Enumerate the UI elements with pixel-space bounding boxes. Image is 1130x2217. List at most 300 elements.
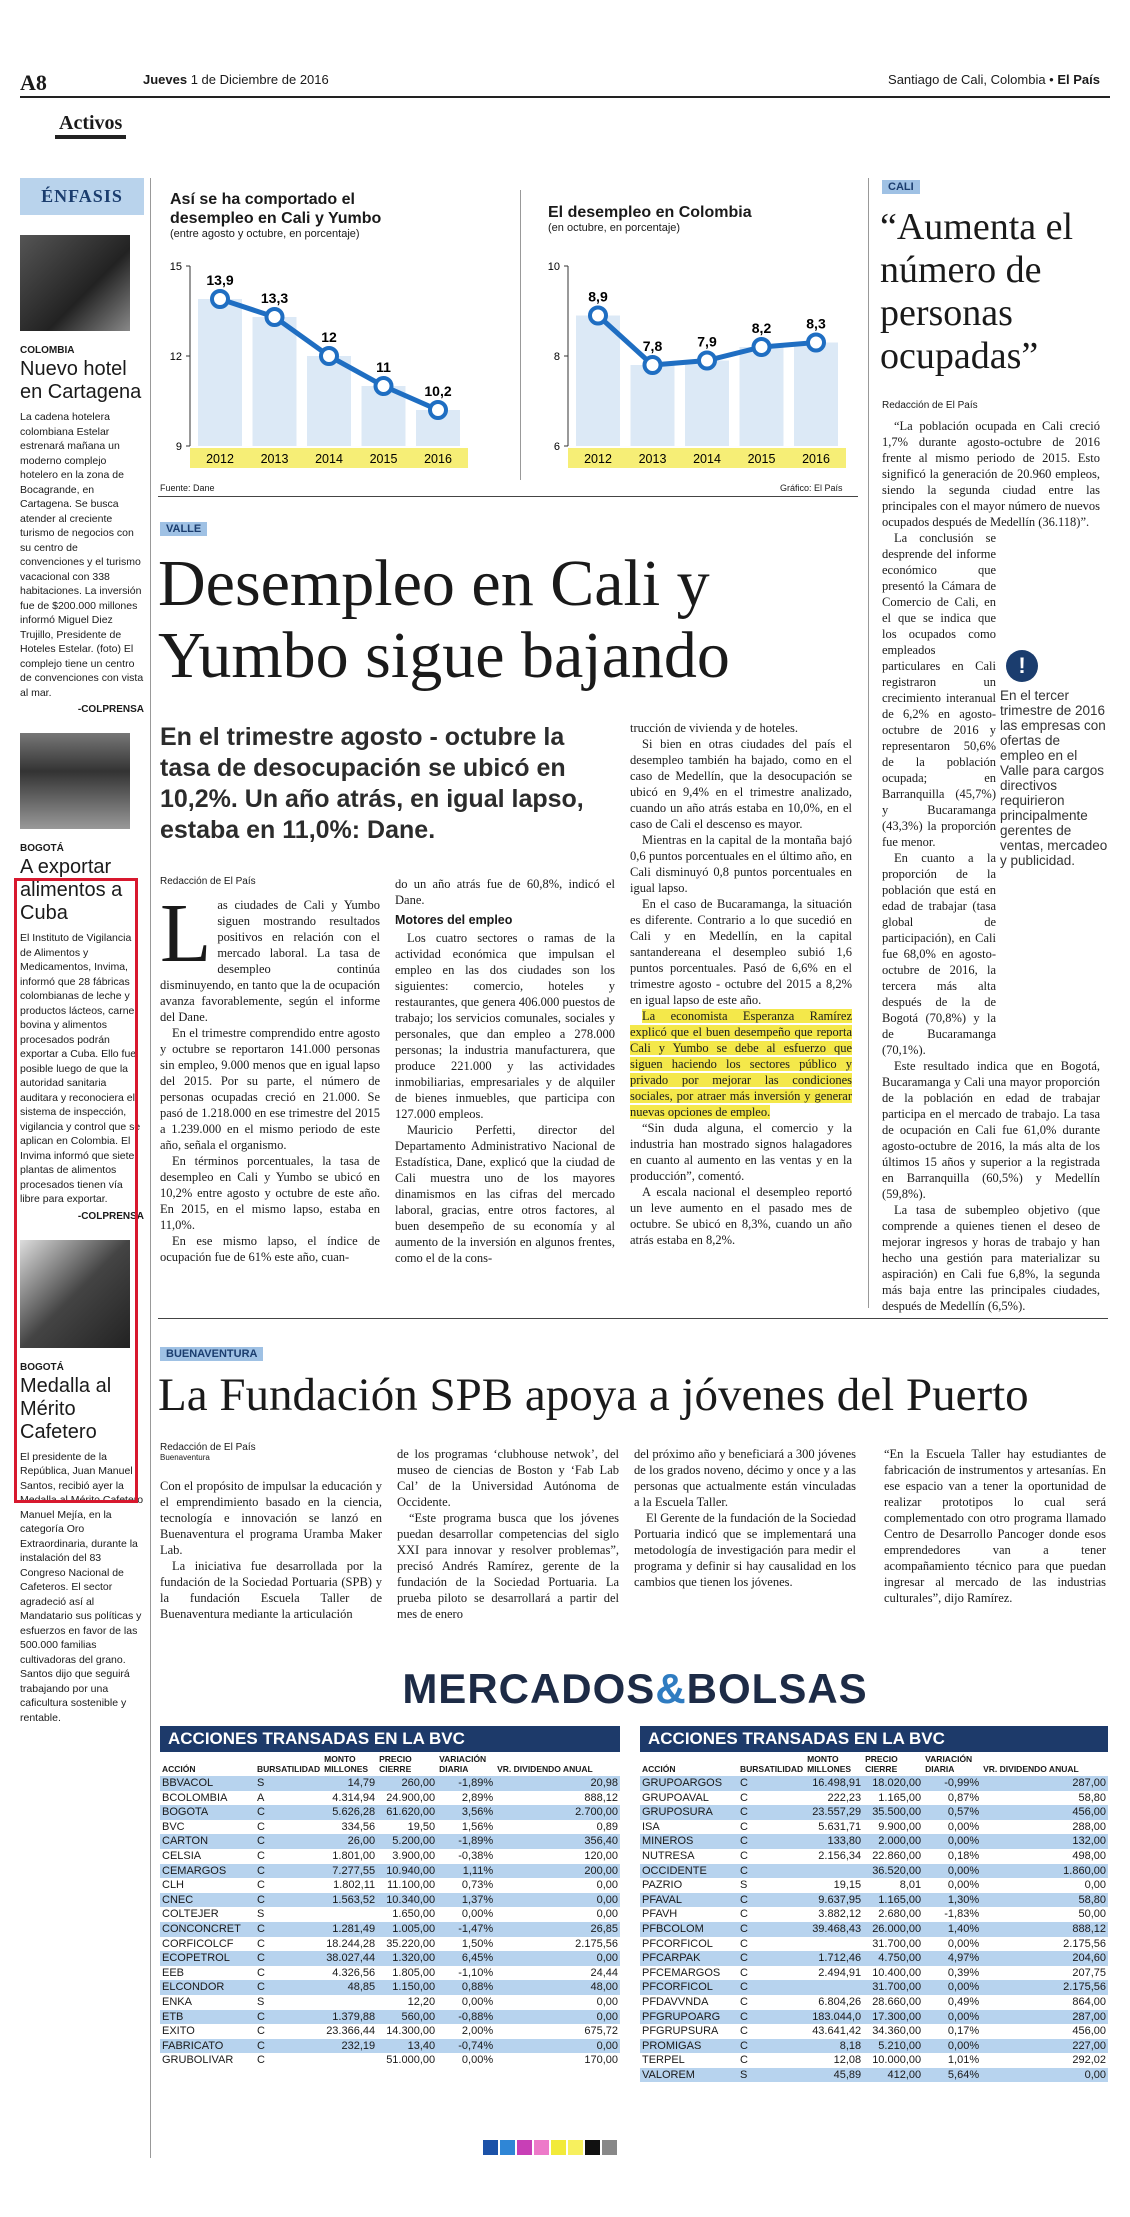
table-row bbox=[640, 1907, 1108, 1922]
markets-title-amp: & bbox=[655, 1665, 687, 1712]
table-cell: -1,89% bbox=[437, 1776, 495, 1791]
table-cell: 18.244,28 bbox=[326, 1937, 376, 1950]
table-cell: 11.100,00 bbox=[387, 1879, 436, 1892]
dropcap: L bbox=[160, 887, 212, 980]
hotel-photo bbox=[20, 235, 130, 331]
table-cell: CNEC bbox=[160, 1893, 255, 1908]
table-cell: 2.494,91 bbox=[818, 1966, 862, 1979]
story2-column-2 bbox=[397, 1446, 619, 1622]
table-row bbox=[640, 2053, 1108, 2068]
table-cell: PFCORFICOL bbox=[640, 1980, 738, 1995]
table-cell: CELSIA bbox=[162, 1849, 202, 1862]
chart-bar-bg bbox=[307, 356, 351, 446]
story2-byline bbox=[160, 1442, 256, 1462]
table-cell: C bbox=[738, 1776, 805, 1791]
table-cell: -1,89% bbox=[437, 1834, 495, 1849]
col-header: ACCIÓN bbox=[642, 1764, 676, 1774]
table-cell: 10.000,00 bbox=[872, 2054, 922, 2067]
table-cell: 0,00 bbox=[596, 1908, 618, 1921]
table-cell: 5,64% bbox=[923, 2068, 981, 2083]
table-cell: 5.200,00 bbox=[377, 1834, 437, 1849]
table-cell: 0,00% bbox=[923, 1834, 981, 1849]
story2-paragraph: El Gerente de la fundación de la Sociedad Portuaria indicó que se implementará una metodología de investigación para medir el programa y definir si hay causalidad en los cambios que tienen los jóvenes. bbox=[634, 1511, 856, 1589]
table-cell: 20,98 bbox=[495, 1776, 620, 1791]
table-cell: PFAVH bbox=[642, 1908, 678, 1921]
x-tick-label: 2012 bbox=[584, 452, 612, 466]
table-cell: ETB bbox=[160, 2010, 255, 2025]
table-row bbox=[160, 1834, 620, 1849]
chart-colombia bbox=[548, 203, 868, 483]
table-row bbox=[160, 1776, 620, 1791]
y-tick-label: 6 bbox=[553, 441, 560, 453]
color-swatch bbox=[602, 2140, 617, 2155]
bvc-table-title: ACCIONES TRANSADAS EN LA BVC bbox=[160, 1726, 620, 1752]
table-cell: -1,10% bbox=[458, 1966, 494, 1979]
table-cell bbox=[322, 1907, 377, 1922]
table-cell: 1,37% bbox=[437, 1893, 495, 1908]
table-cell: 2.680,00 bbox=[878, 1908, 922, 1921]
table-cell: 204,60 bbox=[981, 1951, 1108, 1966]
table-cell: 7.277,55 bbox=[322, 1864, 377, 1879]
data-point bbox=[376, 378, 392, 394]
table-cell: 1.150,00 bbox=[377, 1980, 437, 1995]
table-row bbox=[160, 1951, 620, 1966]
table-cell: 412,00 bbox=[863, 2068, 923, 2083]
data-point bbox=[699, 353, 715, 369]
color-swatch bbox=[568, 2140, 583, 2155]
table-cell: OCCIDENTE bbox=[640, 1864, 738, 1879]
table-row bbox=[160, 1937, 620, 1952]
chart-cali-yumbo bbox=[170, 190, 490, 480]
story-paragraph: En ese mismo lapso, el índice de ocupación fue de 61% este año, cuan- bbox=[160, 1234, 380, 1264]
table-cell: 50,00 bbox=[1078, 1908, 1106, 1921]
table-row bbox=[640, 1951, 1108, 1966]
x-tick-label: 2012 bbox=[206, 452, 234, 466]
table-cell: 2,89% bbox=[461, 1791, 494, 1804]
table-cell: 48,85 bbox=[322, 1980, 377, 1995]
table-cell: C bbox=[257, 1966, 265, 1979]
table-cell: 1.650,00 bbox=[392, 1908, 436, 1921]
table-cell: 26,00 bbox=[322, 1834, 377, 1849]
alert-box bbox=[1000, 650, 1108, 868]
col-header: PRECIO CIERRE bbox=[379, 1754, 412, 1774]
table-cell: FABRICATO bbox=[160, 2039, 255, 2054]
table-row bbox=[640, 1864, 1108, 1879]
table-cell: -1,83% bbox=[944, 1908, 980, 1921]
table-cell: 1,40% bbox=[923, 1922, 981, 1937]
table-cell: 0,00% bbox=[461, 1995, 494, 2008]
table-cell: 1.805,00 bbox=[392, 1966, 436, 1979]
table-cell: -0,74% bbox=[437, 2039, 495, 2054]
col-header: BURSATILIDAD bbox=[740, 1764, 804, 1774]
exclamation-icon: ! bbox=[1006, 650, 1038, 682]
table-row bbox=[160, 2039, 620, 2054]
byline-location: Buenaventura bbox=[160, 1453, 210, 1462]
table-cell: 2.175,56 bbox=[1063, 1937, 1106, 1950]
page-number: A8 bbox=[20, 70, 47, 95]
table-cell: 1.801,00 bbox=[332, 1849, 376, 1862]
right-paragraph: La conclusión se desprende del informe económico que presentó la Cámara de Comercio de Cali, en el que se indica que los ocupados como empleados particulares en Cali registraron un crecimiento interanual de 6,2% en agosto-octubre de 2016 y representaron 50,6% de la población ocupada; en Barranquilla (45,7%) y Bucaramanga (43,3%) la proporción fue menor. bbox=[882, 531, 996, 849]
table-cell: 24,44 bbox=[590, 1966, 618, 1979]
bvc-table bbox=[640, 1752, 1108, 2082]
table-cell: 200,00 bbox=[495, 1864, 620, 1879]
table-cell: 288,00 bbox=[1072, 1820, 1106, 1833]
chart-svg bbox=[158, 256, 478, 476]
table-cell: 0,18% bbox=[947, 1849, 980, 1862]
col-header: MONTO MILLONES bbox=[324, 1754, 369, 1774]
sidebar-item-sign: -COLPRENSA bbox=[77, 704, 144, 715]
table-cell: 43.641,42 bbox=[812, 2025, 862, 2038]
enfasis-label: ÉNFASIS bbox=[20, 178, 144, 215]
col-header: PRECIO CIERRE bbox=[865, 1754, 898, 1774]
table-cell: 0,00 bbox=[495, 2039, 620, 2054]
table-header-row bbox=[640, 1752, 1108, 1776]
bvc-table-right bbox=[640, 1726, 1108, 2082]
table-cell: PFCORFICOL bbox=[642, 1937, 713, 1950]
table-cell: 5.210,00 bbox=[863, 2039, 923, 2054]
section-label: Activos bbox=[55, 112, 126, 139]
y-tick-label: 12 bbox=[169, 351, 182, 363]
chart-bar-bg bbox=[740, 347, 784, 446]
chart-bar-bg bbox=[794, 343, 838, 447]
table-cell: 61.620,00 bbox=[377, 1805, 437, 1820]
table-cell: 0,00 bbox=[495, 2010, 620, 2025]
story2-headline[interactable]: La Fundación SPB apoya a jóvenes del Puerto bbox=[158, 1369, 1029, 1421]
story-column-3 bbox=[630, 720, 852, 1248]
story-paragraph: Si bien en otras ciudades del país el desempleo también ha bajado, como en el caso de Medellín, que la desocupación se ubicó en 9,4% en el trimestre analizado, cuando un año atrás estaba en 10,0%, en el caso de Cali el descenso es mayor. bbox=[630, 737, 852, 831]
table-row bbox=[640, 1966, 1108, 1981]
table-cell: 1.712,46 bbox=[805, 1951, 863, 1966]
byline-author: Redacción de El País bbox=[160, 1442, 256, 1453]
column-rule bbox=[150, 178, 151, 2158]
table-cell: 356,40 bbox=[495, 1834, 620, 1849]
data-label: 12 bbox=[321, 329, 337, 345]
table-cell: C bbox=[738, 2010, 805, 2025]
data-point bbox=[430, 402, 446, 418]
right-paragraph: “La población ocupada en Cali creció 1,7% durante agosto-octubre de 2016 frente al mismo periodo de 2015. Esto significó la generación de 20.960 empleos, siendo la segunda ciudad entre las principales con el mayor número de nuevos ocupados después de Medellín (36.118)”. bbox=[882, 419, 1100, 529]
y-tick-label: 15 bbox=[169, 261, 182, 273]
story2-paragraph: “Este programa busca que los jóvenes puedan desarrollar competencias del siglo XXI para innovar y resolver problemas”, precisó Andrés Ramírez, gerente de la fundación de la Sociedad Portuaria. La prueba piloto se desarrollará a partir del mes de enero bbox=[397, 1511, 619, 1621]
highlighted-text: La economista Esperanza Ramírez explicó que el buen desempeño que reporta Cali y Yumbo se debe al esfuerzo que siguen haciendo los sectores público y privado por mejorar las condiciones sociales, por atraer más inversión y generar nuevas opciones de empleo. bbox=[630, 1009, 852, 1119]
table-cell: 0,39% bbox=[947, 1966, 980, 1979]
table-cell: PROMIGAS bbox=[640, 2039, 738, 2054]
table-cell: 1.802,11 bbox=[333, 1879, 376, 1892]
table-cell: GRUPOARGOS bbox=[640, 1776, 738, 1791]
table-cell: 10.400,00 bbox=[872, 1966, 922, 1979]
story-paragraph: En el trimestre comprendido entre agosto y octubre se reportaron 141.000 personas sin empleo, 9.000 menos que en igual lapso del 2015. Por su parte, el número de personas ocupadas creció en 21.000. Se pasó de 1.218.000 en ese trimestre del 2015 a 1.239.000 en el mismo periodo de este año, señala el organismo. bbox=[160, 1026, 380, 1152]
markets-title bbox=[160, 1665, 1110, 1713]
table-cell: C bbox=[740, 1820, 748, 1833]
chart-bar-bg bbox=[198, 299, 242, 446]
table-cell: C bbox=[255, 1922, 322, 1937]
table-cell: 6,45% bbox=[437, 1951, 495, 1966]
table-cell: GRUBOLIVAR bbox=[162, 2054, 234, 2067]
table-cell: PFBCOLOM bbox=[640, 1922, 738, 1937]
table-cell: 51.000,00 bbox=[386, 2054, 436, 2067]
table-cell: 3.900,00 bbox=[392, 1849, 436, 1862]
table-cell: C bbox=[255, 1864, 322, 1879]
table-row bbox=[160, 1995, 620, 2010]
paper-location bbox=[888, 72, 1100, 87]
table-cell: 5.631,71 bbox=[818, 1820, 862, 1833]
table-cell: 14.300,00 bbox=[386, 2025, 436, 2038]
table-cell: 1.379,88 bbox=[322, 2010, 377, 2025]
table-cell: 4,97% bbox=[923, 1951, 981, 1966]
right-paragraph: En cuanto a la proporción de la población que está en edad de trabajar (tasa global de participación), en Cali fue 68,0% en agosto-octubre de 2016, la tercera más alta después de la de Bogotá (70,8%) y la de Bucaramanga (70,1%). bbox=[882, 851, 996, 1057]
story-paragraph: Mauricio Perfetti, director del Departamento Administrativo Nacional de Estadística, Dane, explicó que la ciudad de Cali muestra uno de los mayores dinamismos en las cifras del mercado laboral, gracias, entre otros factores, al buen desempeño de su economía y al aumento de la inversión en algunos frentes, como el de la cons- bbox=[395, 1123, 615, 1265]
table-cell: 4.326,56 bbox=[332, 1966, 376, 1979]
sidebar-item-tag: BOGOTÁ bbox=[20, 1361, 64, 1373]
table-row bbox=[160, 1805, 620, 1820]
story-headline[interactable]: Desempleo en Cali y Yumbo sigue bajando bbox=[158, 547, 730, 692]
table-cell: PFCARPAK bbox=[640, 1951, 738, 1966]
table-cell: 888,12 bbox=[981, 1922, 1108, 1937]
table-cell: 0,00% bbox=[923, 2010, 981, 2025]
alert-text: En el tercer trimestre de 2016 las empresas con ofertas de empleo en el Valle para cargos directivos requirieron principalmente gerentes de ventas, mercadeo y publicidad. bbox=[1000, 688, 1108, 868]
table-cell: 133,80 bbox=[805, 1834, 863, 1849]
table-cell: 35.500,00 bbox=[863, 1805, 923, 1820]
table-row bbox=[640, 1878, 1108, 1893]
table-cell: 132,00 bbox=[981, 1834, 1108, 1849]
col-header: VR. DIVIDENDO ANUAL bbox=[983, 1764, 1079, 1774]
table-cell: 36.520,00 bbox=[863, 1864, 923, 1879]
table-row bbox=[640, 2010, 1108, 2025]
table-row bbox=[640, 2024, 1108, 2039]
table-cell: EXITO bbox=[162, 2025, 195, 2038]
data-label: 8,3 bbox=[806, 315, 826, 332]
table-cell: 14,79 bbox=[322, 1776, 377, 1791]
table-row bbox=[160, 1907, 620, 1922]
col-header: VARIACIÓN DIARIA bbox=[925, 1754, 973, 1774]
table-cell: 8,01 bbox=[899, 1879, 922, 1892]
color-swatch bbox=[585, 2140, 600, 2155]
story-paragraph: do un año atrás fue de 60,8%, indicó el Dane. bbox=[395, 877, 615, 907]
table-cell: CARTON bbox=[160, 1834, 255, 1849]
table-row bbox=[640, 2039, 1108, 2054]
story-paragraph: “Sin duda alguna, el comercio y la industria han mostrado signos halagadores en cuanto al aumento en las ventas y en la producción”, comentó. bbox=[630, 1121, 852, 1183]
table-cell: 23.557,29 bbox=[805, 1805, 863, 1820]
x-tick-label: 2016 bbox=[802, 452, 830, 466]
table-cell: 1,01% bbox=[947, 2054, 980, 2067]
table-cell: A bbox=[257, 1791, 265, 1804]
table-cell: -0,38% bbox=[458, 1849, 494, 1862]
table-cell: 0,88% bbox=[437, 1980, 495, 1995]
table-cell bbox=[805, 1980, 863, 1995]
sidebar-item-title[interactable]: A exportar alimentos a Cuba bbox=[20, 856, 123, 924]
data-label: 8,2 bbox=[751, 320, 772, 336]
story-column-2 bbox=[395, 876, 615, 1266]
table-cell: C bbox=[257, 2054, 265, 2067]
table-cell: 560,00 bbox=[377, 2010, 437, 2025]
table-row bbox=[160, 1820, 620, 1835]
print-color-bar bbox=[483, 2140, 617, 2155]
table-cell: 1.165,00 bbox=[863, 1893, 923, 1908]
header-rule bbox=[20, 96, 1110, 98]
highlight-box bbox=[14, 878, 138, 1503]
table-cell: 3.882,12 bbox=[818, 1908, 862, 1921]
story2-column-1 bbox=[160, 1478, 382, 1622]
right-quote-headline[interactable]: “Aumenta el número de personas ocupadas” bbox=[880, 206, 1074, 377]
table-cell: 58,80 bbox=[981, 1893, 1108, 1908]
chart-source: Fuente: Dane bbox=[160, 483, 215, 493]
table-row bbox=[160, 1980, 620, 1995]
table-cell: 13,40 bbox=[377, 2039, 437, 2054]
table-cell: 48,00 bbox=[495, 1980, 620, 1995]
chart-bar-bg bbox=[685, 361, 729, 447]
table-cell: 23.366,44 bbox=[326, 2025, 376, 2038]
table-cell: ISA bbox=[642, 1820, 660, 1833]
table-cell: 38.027,44 bbox=[322, 1951, 377, 1966]
story-paragraph: Los cuatro sectores o ramas de la actividad económica que impulsan el empleo en las dos ciudades son los siguientes: comercio, hoteles y restaurantes, que genera 406.000 puestos de trabajo; los servicios comunales, sociales y personales, que dan empleo a 278.000 personas; la industria manufacturera, que produce 221.000 y las actividades inmobiliarias, empresariales y de alquiler de bienes inmuebles, que participa con 127.000 empleos. bbox=[395, 931, 615, 1121]
table-cell: BCOLOMBIA bbox=[162, 1791, 228, 1804]
chart-subtitle: (entre agosto y octubre, en porcentaje) bbox=[170, 228, 360, 240]
bvc-table bbox=[160, 1752, 620, 2068]
table-cell: 2.700,00 bbox=[495, 1805, 620, 1820]
sidebar-item-title[interactable]: Nuevo hotel en Cartagena bbox=[20, 358, 142, 403]
data-label: 13,3 bbox=[260, 290, 289, 306]
color-swatch bbox=[483, 2140, 498, 2155]
table-cell: C bbox=[255, 1805, 322, 1820]
table-cell: 39.468,43 bbox=[805, 1922, 863, 1937]
table-cell: C bbox=[255, 1893, 322, 1908]
table-cell: 0,87% bbox=[947, 1791, 980, 1804]
table-cell: 2.156,34 bbox=[818, 1849, 862, 1862]
table-row bbox=[640, 1776, 1108, 1791]
story-kicker: VALLE bbox=[160, 522, 207, 536]
table-cell: -0,88% bbox=[437, 2010, 495, 2025]
sidebar-item-title[interactable]: Medalla al Mérito Cafetero bbox=[20, 1374, 112, 1443]
color-swatch bbox=[517, 2140, 532, 2155]
table-cell: CORFICOLCF bbox=[162, 1937, 234, 1950]
chart-bar-bg bbox=[631, 365, 675, 446]
table-cell: 10.340,00 bbox=[377, 1893, 437, 1908]
table-row bbox=[160, 1864, 620, 1879]
data-point bbox=[808, 335, 824, 351]
table-cell: C bbox=[738, 1922, 805, 1937]
table-cell: CONCONCRET bbox=[160, 1922, 255, 1937]
story-paragraph: A escala nacional el desempleo reportó un leve aumento en el pasado mes de octubre. Se ubicó en 8,3%, cuando un año atrás estaba en 8,2%. bbox=[630, 1185, 852, 1247]
table-cell: 58,80 bbox=[1078, 1791, 1106, 1804]
table-cell: 222,23 bbox=[827, 1791, 862, 1804]
chart-title: El desempleo en Colombia bbox=[548, 204, 752, 221]
y-tick-label: 9 bbox=[175, 441, 182, 453]
table-cell: TERPEL bbox=[642, 2054, 685, 2067]
chart-credit: Gráfico: El País bbox=[780, 483, 843, 493]
table-cell: 207,75 bbox=[1072, 1966, 1106, 1979]
table-cell: 22.860,00 bbox=[872, 1849, 922, 1862]
table-cell: 0,00 bbox=[596, 1879, 618, 1892]
data-point bbox=[321, 348, 337, 364]
table-cell: 170,00 bbox=[584, 2054, 618, 2067]
table-cell: 45,89 bbox=[805, 2068, 863, 2083]
table-cell: 0,00% bbox=[461, 2054, 494, 2067]
right-paragraph: Este resultado indica que en Bogotá, Bucaramanga y Cali una mayor proporción de la población en edad de trabajar participa en el mercado de trabajo. La tasa de ocupación en Cali fue 61,0% durante agosto-octubre de 2016, la más alta de los últimos 15 años y superior a la registrada en Barranquilla (60,5%) y Medellín (59,8%). bbox=[882, 1059, 1100, 1201]
table-cell: 2.175,56 bbox=[981, 1980, 1108, 1995]
table-cell: C bbox=[738, 1864, 805, 1879]
data-label: 10,2 bbox=[424, 383, 452, 399]
table-cell: 334,56 bbox=[341, 1820, 376, 1833]
bvc-table-title: ACCIONES TRANSADAS EN LA BVC bbox=[640, 1726, 1108, 1752]
table-cell: 9.900,00 bbox=[878, 1820, 922, 1833]
table-header-row bbox=[160, 1752, 620, 1776]
table-cell: ELCONDOR bbox=[160, 1980, 255, 1995]
table-cell: 19,15 bbox=[833, 1879, 862, 1892]
x-tick-label: 2015 bbox=[747, 452, 776, 466]
data-label: 8,9 bbox=[588, 288, 608, 305]
table-cell: S bbox=[255, 1776, 322, 1791]
table-row bbox=[160, 1791, 620, 1806]
table-cell: 18.020,00 bbox=[863, 1776, 923, 1791]
table-cell: 5.626,28 bbox=[322, 1805, 377, 1820]
table-cell: 9.637,95 bbox=[805, 1893, 863, 1908]
table-cell: 0,89 bbox=[596, 1820, 618, 1833]
data-point bbox=[212, 291, 228, 307]
table-cell: PFGRUPOARG bbox=[640, 2010, 738, 2025]
bvc-table-left bbox=[160, 1726, 620, 2068]
table-cell: 2.000,00 bbox=[863, 1834, 923, 1849]
sidebar-item-tag: BOGOTÁ bbox=[20, 843, 64, 854]
table-row bbox=[640, 1922, 1108, 1937]
table-row bbox=[160, 1966, 620, 1981]
table-cell: C bbox=[738, 2039, 805, 2054]
table-cell: GRUPOSURA bbox=[640, 1805, 738, 1820]
table-row bbox=[640, 1937, 1108, 1952]
column-rule bbox=[868, 178, 869, 1308]
y-tick-label: 8 bbox=[553, 351, 560, 363]
sidebar-item-tag: COLOMBIA bbox=[20, 345, 75, 356]
table-cell: BBVACOL bbox=[160, 1776, 255, 1791]
table-cell: 31.700,00 bbox=[872, 1937, 922, 1950]
table-cell: 26.000,00 bbox=[863, 1922, 923, 1937]
table-cell: 1.165,00 bbox=[878, 1791, 922, 1804]
x-tick-label: 2015 bbox=[369, 452, 398, 466]
chart-divider bbox=[520, 190, 521, 480]
story-paragraph: trucción de vivienda y de hoteles. bbox=[630, 721, 798, 735]
table-cell: 1,30% bbox=[923, 1893, 981, 1908]
story2-kicker: BUENAVENTURA bbox=[160, 1347, 263, 1361]
chart-svg bbox=[536, 256, 856, 476]
issue-date bbox=[143, 72, 329, 87]
table-cell: 287,00 bbox=[981, 1776, 1108, 1791]
table-cell: 0,17% bbox=[947, 2025, 980, 2038]
table-cell bbox=[805, 1864, 863, 1879]
table-cell: 227,00 bbox=[981, 2039, 1108, 2054]
col-header: ACCIÓN bbox=[162, 1764, 196, 1774]
city-text: Santiago de Cali, Colombia • bbox=[888, 72, 1054, 87]
table-cell: 232,19 bbox=[322, 2039, 377, 2054]
col-header: VARIACIÓN DIARIA bbox=[439, 1754, 487, 1774]
story-paragraph: En términos porcentuales, la tasa de desempleo en Cali y Yumbo se ubicó en 10,2% entre agosto y octubre de este año. En 2015, en el mismo lapso, estaba en 11,0%. bbox=[160, 1154, 380, 1232]
table-cell: 19,50 bbox=[407, 1820, 436, 1833]
table-cell bbox=[322, 2053, 377, 2068]
table-cell bbox=[322, 1995, 377, 2010]
table-cell: 4.750,00 bbox=[863, 1951, 923, 1966]
table-cell: S bbox=[257, 1995, 265, 2008]
right-kicker: CALI bbox=[882, 180, 920, 194]
table-row bbox=[640, 1893, 1108, 1908]
table-cell bbox=[805, 1937, 863, 1952]
table-cell: 0,00 bbox=[495, 1951, 620, 1966]
table-cell: 183.044,0 bbox=[805, 2010, 863, 2025]
table-cell: C bbox=[740, 2025, 748, 2038]
story-paragraph bbox=[160, 887, 380, 1025]
table-cell: 1.005,00 bbox=[377, 1922, 437, 1937]
table-cell: 0,00% bbox=[923, 1980, 981, 1995]
story-byline: Redacción de El País bbox=[160, 876, 256, 887]
table-cell: 34.360,00 bbox=[872, 2025, 922, 2038]
data-label: 11 bbox=[376, 359, 391, 375]
color-swatch bbox=[500, 2140, 515, 2155]
